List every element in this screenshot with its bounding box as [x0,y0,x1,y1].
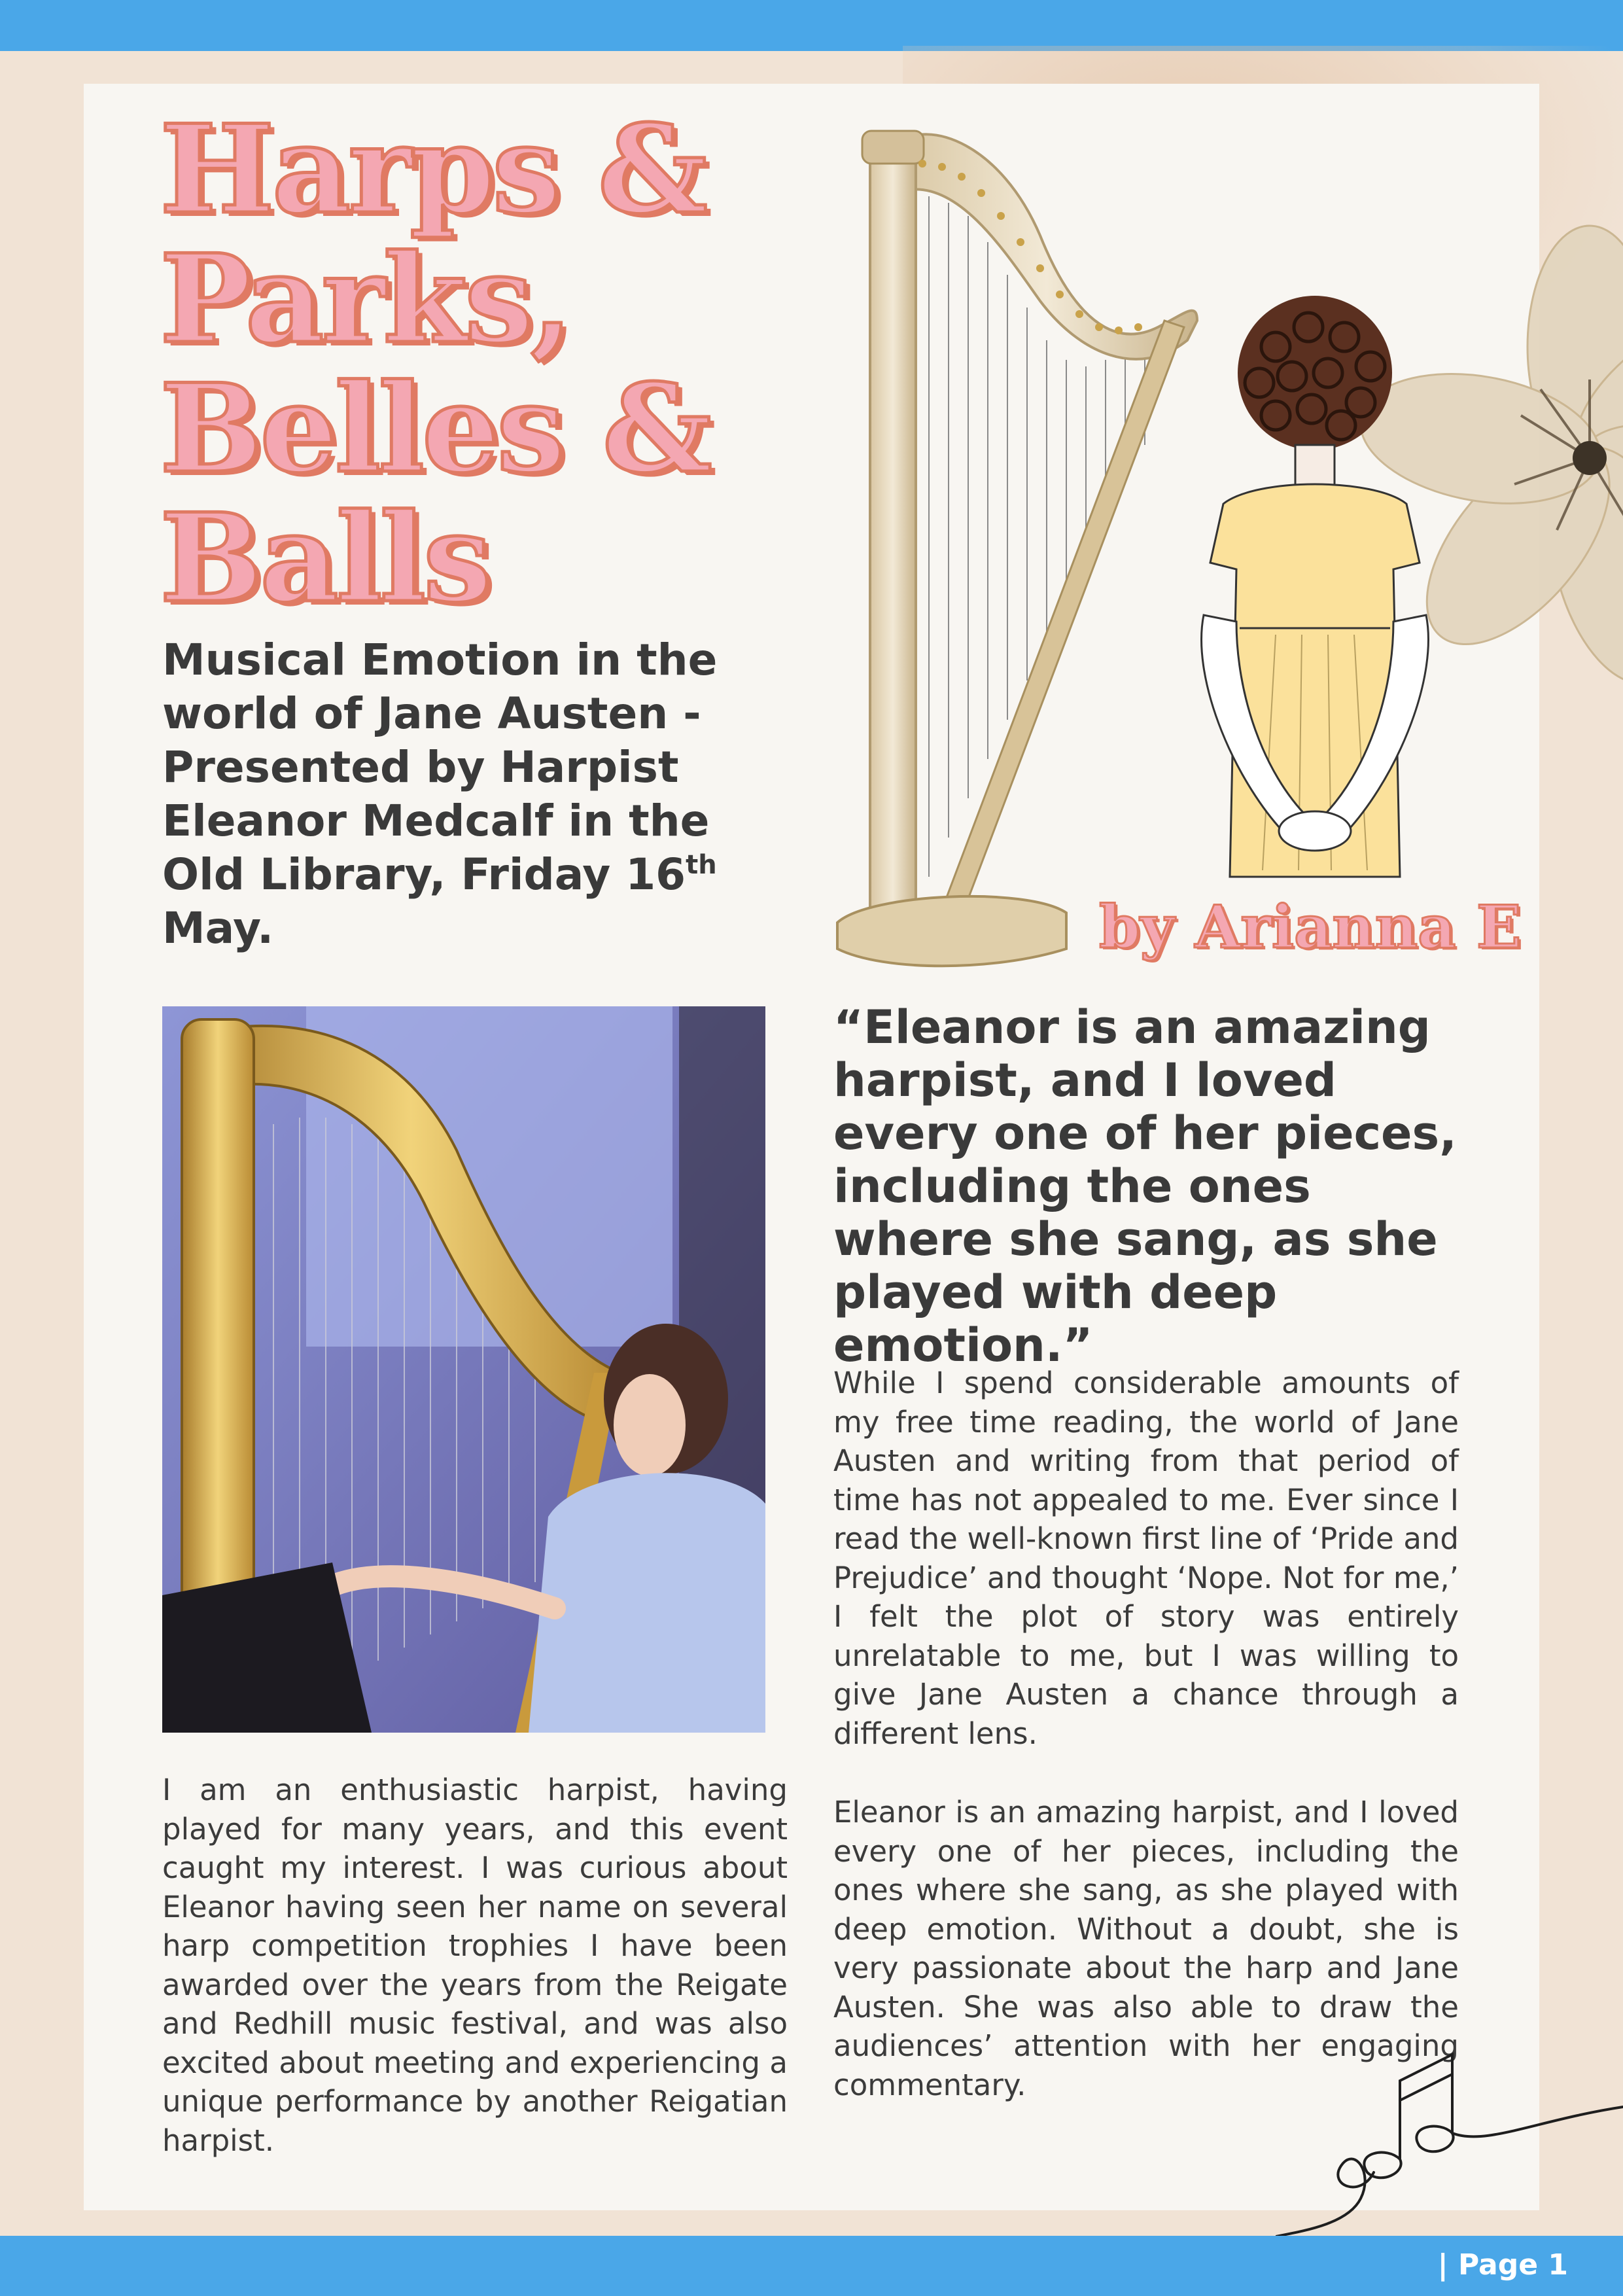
subtitle-text: Musical Emotion in the world of Jane Austen - Presented by Harpist Eleanor Medcalf in the Old Library, Friday 16 [162,635,718,900]
article-subtitle [162,633,764,955]
body-paragraph-left: I am an enthusiastic harpist, having played for many years, and this event caught my interest. I was curious about Eleanor having seen her name on several harp competition trophies I have been awarded over the years from the Reigate and Redhill music festival, and was also excited about meeting and experiencing a unique performance by another Reigatian harpist. [162,1773,788,2158]
top-color-band [0,0,1623,51]
body-paragraph-right-2: Eleanor is an amazing harpist, and I loved every one of her pieces, including the ones where she sang, as she played with deep emotion. Without a doubt, she is very passionate about the harp and Jane Austen. She was also able to draw the audiences’ attention with her engaging commentary. [833,1795,1459,2102]
music-note-doodle [1276,2041,1623,2238]
body-paragraph-right-1: While I spend considerable amounts of my free time reading, the world of Jane Austen and writing from that period of time has not appealed to me. Ever since I read the well-known first line of ‘Pride and Prejudice’ and thought ‘Nope. Not for me,’ I felt the plot of story was entirely unrelatable to me, but I was willing to give Jane Austen a chance through a different lens. [833,1366,1459,1751]
bottom-color-band [0,2236,1623,2296]
subtitle-ordinal: th [686,850,717,880]
pull-quote: “Eleanor is an amazing harpist, and I loved every one of her pieces, including the ones where she sang, as she played with deep emotion.” [833,1000,1457,1372]
harpist-photo [162,1006,765,1733]
regency-woman-illustration [1184,288,1446,910]
author-byline: by Arianna E [1099,892,1522,962]
article-title: Harps & Parks, Belles & Balls [160,97,710,629]
harp-illustration [831,105,1223,975]
page-number: | Page 1 [1437,2248,1568,2282]
subtitle-end: May. [162,903,274,953]
